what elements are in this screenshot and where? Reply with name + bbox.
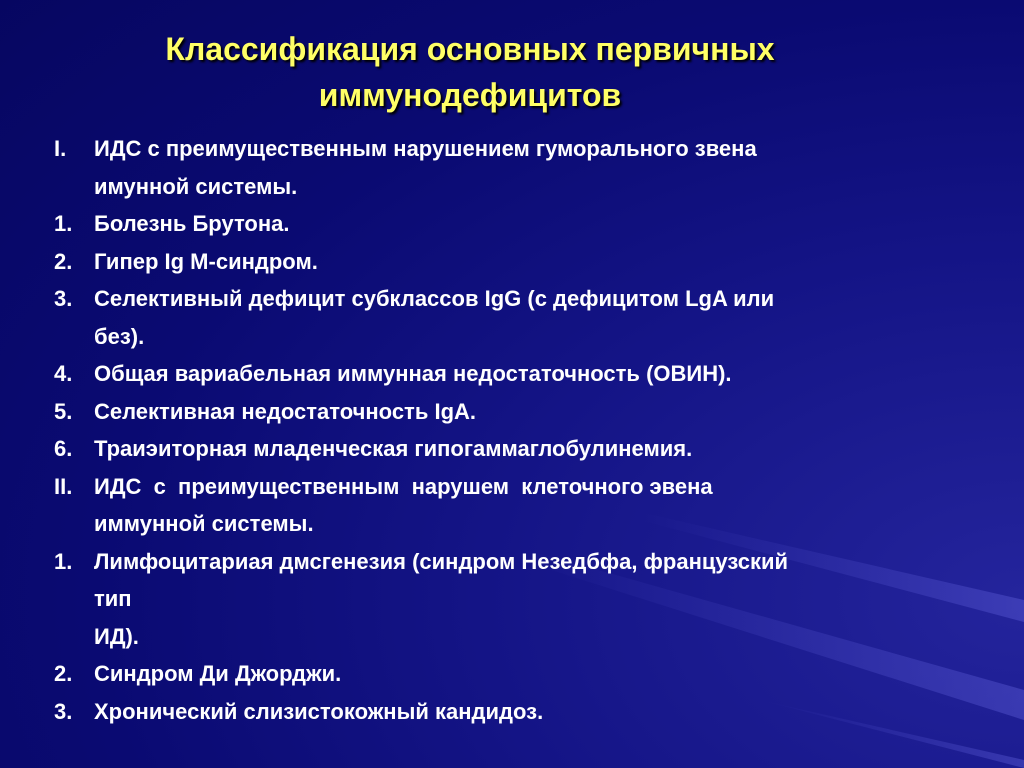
list-item-text: Синдром Ди Джорджи. [94,661,342,686]
list-item [54,355,1014,393]
list-item-text: Траиэиторная младенческая гипогаммаглобулинемия. [94,436,693,461]
list-marker: 2. [54,661,73,686]
list-item-text: Болезнь Брутона. [94,211,290,236]
list-item [54,468,1014,543]
list-marker: 6. [54,436,73,461]
list-item [54,543,1014,656]
list-marker: 5. [54,398,73,424]
title-line-1: Классификация основных первичных [165,31,775,67]
list-item [54,205,1014,243]
list-marker: 1. [54,548,73,574]
list-item-text: Гипер Ig M-синдром. [94,248,318,274]
list-item [54,430,1014,468]
list-item-text: Лимфоцитариая дмсгенезия (синдром Незедбфа, французский тип ИД). [94,548,789,649]
list-item-text: Общая вариабельная иммунная недостаточность (ОВИН). [94,361,732,386]
list-item [54,130,1014,205]
list-item-text: Селективный дефицит субклассов IgG (с дефицитом LgA или без). [94,286,775,349]
list-marker: 1. [54,211,73,236]
list-item-text: Хронический слизистокожный кандидоз. [94,698,544,724]
title-line-2: иммунодефицитов [318,77,622,113]
list-item [54,243,1014,281]
list-marker: 2. [54,248,73,274]
list-item-text: ИДС с преимущественным нарушением гуморального звена имунной системы. [94,136,757,199]
list-item-text: ИДС с преимущественным нарушем клеточного эвена иммунной системы. [94,473,713,536]
list-marker: I. [54,136,67,161]
slide-title [40,26,900,118]
list-item [54,693,1014,731]
list-marker: 3. [54,286,73,311]
list-item [54,280,1014,355]
list-item-text: Селективная недостаточность IgA. [94,398,477,424]
list-marker: II. [54,473,73,499]
list-item [54,393,1014,431]
list-marker: 3. [54,698,73,724]
classification-list [54,130,1014,730]
list-marker: 4. [54,361,73,386]
list-item [54,655,1014,693]
